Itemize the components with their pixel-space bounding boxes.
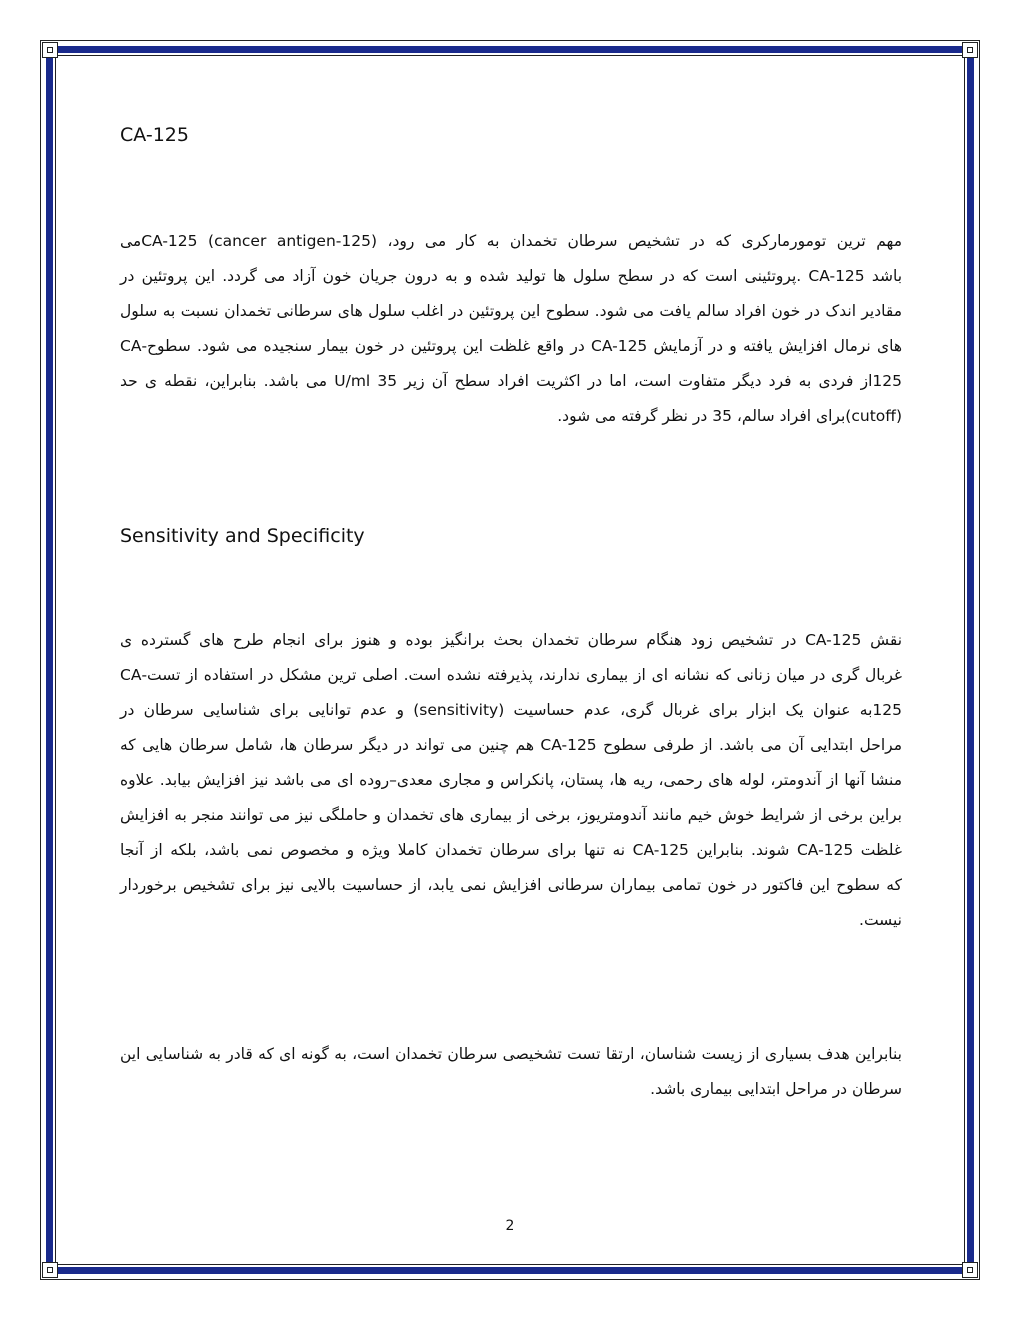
text-line: باشد CA-125 .پروتئینی است که در سطح سلول ها تولید شده و به درون جریان خون آزاد می گردد. این پروتئین در	[120, 267, 903, 285]
text-line: بنابراین هدف بسیاری از زیست شناسان، ارتقا تست تشخیصی سرطان تخمدان است، به گونه ای که قادر به شناسایی این	[120, 1045, 902, 1063]
section-heading-sensitivity: Sensitivity and Specificity	[120, 525, 365, 547]
text-line: که سطوح این فاکتور در خون تمامی بیماران سرطانی افزایش نمی یابد، از حساسیت بالایی نیز برای تشخیص برخوردار	[120, 876, 902, 894]
text-line: نیست.	[859, 911, 902, 929]
paragraph-conclusion	[120, 1037, 902, 1107]
text-line: نقش CA-125 در تشخیص زود هنگام سرطان تخمدان بحث برانگیز بوده و هنوز برای انجام طرح های گسترده ی	[120, 631, 903, 649]
text-line: 125از فردی به فرد دیگر متفاوت است، اما در اکثریت افراد سطح آن زیر 35 U/ml می باشد. بنابراین، نقطه ی حد	[120, 372, 902, 390]
text-line: غربال گری در میان زنانی که نشانه ای از بیماری ندارند، پذیرفته نشده است. اصلی ترین مشکل در استفاده از تست-CA	[120, 666, 902, 684]
border-corner-ornament	[42, 42, 58, 58]
border-corner-ornament	[962, 1262, 978, 1278]
text-line: مهم ترین تومورمارکری که در تشخیص سرطان تخمدان به کار می رود، CA-125 (cancer antigen-125)می	[120, 232, 902, 250]
text-line: (cutoff)برای افراد سالم، 35 در نظر گرفته می شود.	[557, 407, 902, 425]
border-corner-ornament	[42, 1262, 58, 1278]
text-line: منشا آنها از آندومتر، لوله های رحمی، ریه ها، پستان، پانکراس و مجاری معدی–روده ای می باشد نیز افزایش بیابد. علاوه	[120, 771, 902, 789]
text-line: سرطان در مراحل ابتدایی بیماری باشد.	[650, 1080, 902, 1098]
text-line: مقادیر اندک در خون افراد سالم یافت می شود. سطوح این پروتئین در اغلب سلول های سرطانی تخمدان نسبت به سلول	[120, 302, 902, 320]
paragraph-sensitivity	[120, 623, 902, 938]
border-corner-ornament	[962, 42, 978, 58]
page-number: 2	[505, 1218, 515, 1234]
text-line: براین برخی از شرایط خوش خیم مانند آندومتریوز، برخی از بیماری های تخمدان و حاملگی نیز می توانند منجر به افزایش	[120, 806, 902, 824]
text-line: 125به عنوان یک ابزار برای غربال گری، عدم حساسیت (sensitivity) و عدم توانایی برای شناسایی سرطان در	[120, 701, 902, 719]
paragraph-ca125-intro	[120, 224, 902, 434]
text-line: های نرمال افزایش یافته و در آزمایش CA-125 در واقع غلظت این پروتئین در خون بیمار سنجیده می شود. سطوح-CA	[120, 337, 902, 355]
text-line: مراحل ابتدایی آن می باشد. از طرفی سطوح CA-125 هم چنین می تواند در دیگر سرطان ها، شامل سرطان هایی که	[120, 736, 903, 754]
text-line: غلظت CA-125 شوند. بنابراین CA-125 نه تنها برای سرطان تخمدان کاملا ویژه و مخصوص نمی باشد، بلکه از آنجا	[120, 841, 902, 859]
section-heading-ca125: CA-125	[120, 124, 189, 146]
